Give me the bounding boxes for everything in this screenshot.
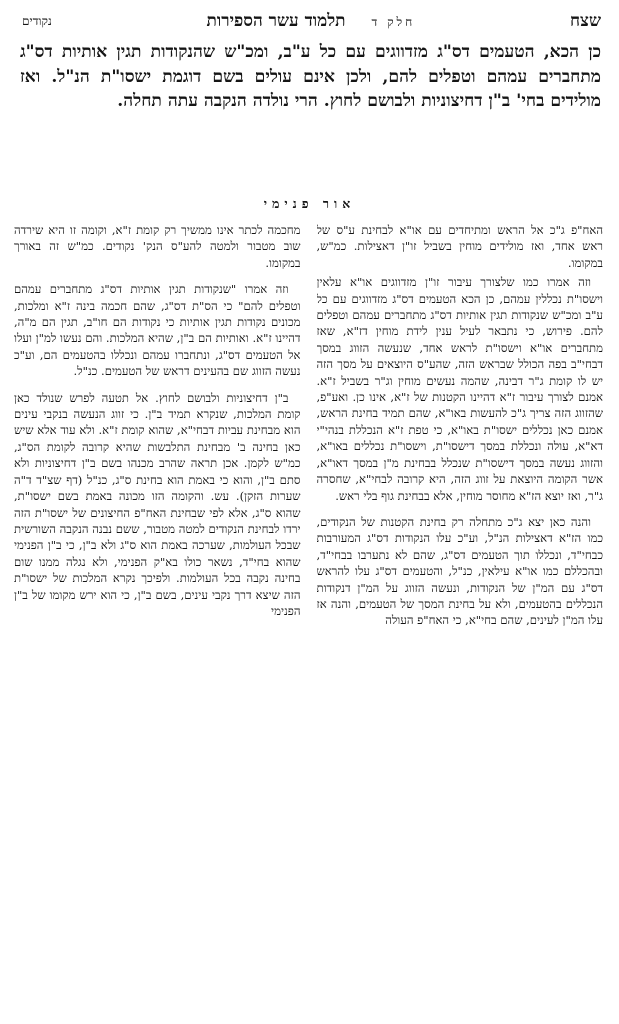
book-title: תלמוד עשר הספירות [206,11,346,31]
right-paragraph: האח"פ ג"כ אל הראש ומתיחדים עם או"א לבחינת ע"ס של ראש אחד, ואז מולידים מוחין בשביל זו"ן דאצילות. כמ"ש, במקומו. [316,223,603,270]
commentary-title: אור פנימי [263,196,356,211]
section-label: נקודים [22,13,52,28]
right-paragraph: וזה אמרו כמו שלצורך עיבור זו"ן מזדווגים או"א עלאין וישסו"ת נכללין עמהם, כן הכא הטעמים דס"ג מזדווגים עם כל ע"ב ומכ"ש שנקודות תגין אותיות דס"ג מתחברים עמהם וטפלים להם. פירוש, כי נתבאר לעיל ענין לידת מוחין דז"א, שאז מתחברים או"א וישסו"ת לראש אחד, שנעשה הזווג במסך דבחי"ב בפה הכולל שבראש הזה, שהע"ס היוצאים על מסך הזה יש לו קומת ג"ר דבינה, שהמה נעשים מוחין וג"ר בשביל ז"א. אמנם לצורך עיבור ז"א דהיינו הקטנות של ז"א, אינו כן. ואע"פ, שהזווג הזה צריך ג"כ להעשות באו"א, שהם תמיד בחינת הראש, אמנם כאן נכללים ישסו"ת באו"א, כי טפת ז"א הנכללת בנהי"י דא"א, עולה ונכללת במסך דישסו"ת, וישסו"ת נכללים באו"א, והזווג נעשה במסך דישסו"ת שנכלל בבחינת מ"ן במסך דאו"א, אשר הקומה היוצאת על זווג הזה, היא קרובה לבחי"א, שחסרה ג"ר, ואז יוצא הז"א מחוסר מוחין, אלא בבחינת גוף בלי ראש. [316,275,603,503]
page-header [22,8,601,34]
right-paragraph: והנה כאן יצא ג"כ מתחלה רק בחינת הקטנות של הנקודים, כמו הז"א דאצילות הנ"ל, וע"כ עלו הנקודות דס"ג המעורבות כבחי"ד, ונכללו תוך הטעמים דס"ג, שהם לא נתערבו בבחי"ד, ובהכללם כמו או"א עילאין, כנ"ל, והטעמים דס"ג עלו להראש דס"ג עם המ"ן של הנקודות, ונעשה הזווג על המ"ן דנקודות הנכללים בהטעמים, ולא על בחינת המסך של הטעמים, והנה אז עלו המ"ן לעינים, שהם בחי"א, כי האח"פ העולה [316,514,603,628]
main-text-paragraph: כן הכא, הטעמים דס"ג מזדווגים עם כל ע"ב, ומכ"ש שהנקודות תגין אותיות דס"ג מתחברים עמהם וטפלים להם, ולכן אינם עולים בשם דוגמת ישסו"ת הנ"ל. ואז מולידים בחי' ב"ן דחיצוניות ולבושם לחוץ. הרי נולדה הנקבה עתה תחלה. [20,42,601,111]
part-label: חלק ד [371,15,416,29]
left-paragraph: וזה אמרו "שנקודות תגין אותיות דס"ג מתחברים עמהם וטפלים להם" כי הס"ת דס"ג, שהם חכמה בינה ז"א ומלכות, מכונים נקודות תגין אותיות כי נקודות הם חו"ב, תגין הם מ"ה, דהיינו ז"א. ואותיות הם ב"ן, שהיא המלכות. והם נעשו למ"ן ועלו אל הטעמים דס"ג, ונתחברו עמהם ונכללו בהטעמים הם, וע"כ נעשה הזווג שם בהעינים דראש של הטעמים. כנ"ל. [14,282,301,379]
left-paragraph: ב"ן דחיצוניות ולבושם לחוץ. אל תטעה לפרש שנולד כאן קומת המלכות, שנקרא תמיד ב"ן. כי זווג הנעשה בנקבי עינים הוא מבחינת עביות דבחי"א, שהוא קומת ז"א. ולא עוד אלא שיש כאן בחינה ב' מבחינת התלבשות שהיא קרובה לקומת הס"ג, כמ"ש לקמן. אכן תראה שהרב מכנהו בשם ב"ן דחיצוניות ולא סתם ב"ן, והוא כי באמת הוא בחינת ס"ג, כנ"ל (דף שצ"ד ד"ה שערות הזקן). עש. והקומה הזו מכונה באמת בשם ישסו"ת, שהוא ס"ג, אלא לפי שבחינת האח"פ החיצונים של ישסו"ת הזה ירדו לבחינת הנקודים למטה מטבור, ששם נבנה הנקבה השורשית שבכל העולמות, שערכה באמת הוא ס"ג ולא ב"ן, כי ב"ן הפנימי שהוא בחי"ד, נשאר כולו בא"ק הפנימי, ולא נגלה ממנו שום בחינה נקבה בכל העולמות. ולפיכך נקרא המלכות של ישסו"ת הזה שיצא דרך נקבי עינים, בשם ב"ן, כי הוא ירש מקומו של ב"ן הפנימי [14,390,301,618]
right-column [317,222,604,1020]
commentary-columns [14,222,603,1020]
page-number: שצח [569,11,601,31]
left-paragraph: מחכמה לכתר אינו ממשיך רק קומת ז"א, וקומה זו היא שירדה שוב מטבור ולמטה להע"ס הנק' נקודים. כמ"ש זה באורך במקומו. [14,223,301,270]
running-title [207,11,416,31]
left-column [14,222,301,1020]
